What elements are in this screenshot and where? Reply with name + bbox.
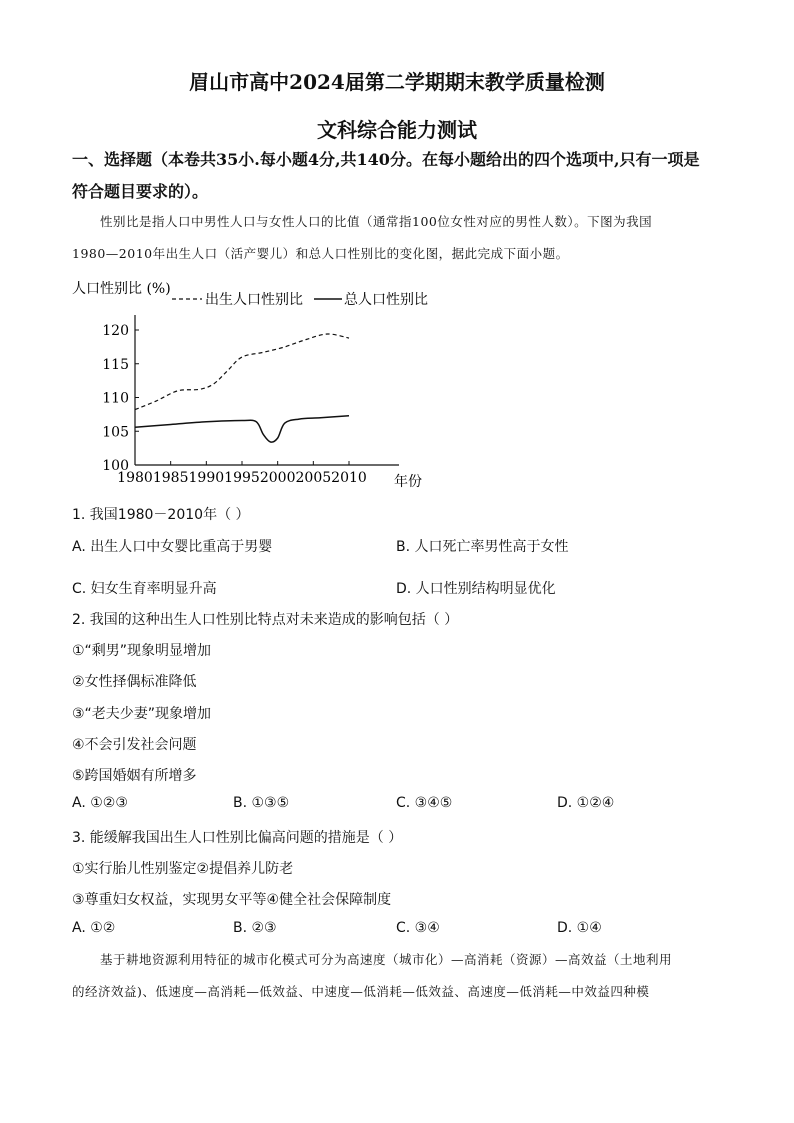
intro-paragraph xyxy=(72,206,722,270)
q1-option-d[interactable]: D. 人口性别结构明显优化 xyxy=(396,581,556,597)
x-tick-label: 2000 xyxy=(259,470,296,486)
exam-title: 眉山市高中2024届第二学期期末教学质量检测 xyxy=(189,70,605,94)
q2-option-b[interactable]: B. ①③⑤ xyxy=(233,795,290,811)
q3-option-d[interactable]: D. ①④ xyxy=(557,920,602,936)
intro-line: 基于耕地资源利用特征的城市化模式可分为高速度（城市化）—高消耗（资源）—高效益（土地利用 xyxy=(100,952,673,967)
legend-label-total: 总人口性别比 xyxy=(344,292,428,308)
x-tick-label: 1980 xyxy=(117,470,153,486)
q3-item: ①实行胎儿性别鉴定②提倡养儿防老 xyxy=(72,861,294,877)
q3-item: ③尊重妇女权益，实现男女平等④健全社会保障制度 xyxy=(72,892,392,908)
y-tick-label: 110 xyxy=(102,390,129,407)
q1-option-a[interactable]: A. 出生人口中女婴比重高于男婴 xyxy=(72,539,273,555)
q2-item: ③“老夫少妻”现象增加 xyxy=(72,706,212,722)
q2-item: ②女性择偶标准降低 xyxy=(72,674,197,690)
q1-option-b[interactable]: B. 人口死亡率男性高于女性 xyxy=(396,539,569,555)
q2-option-a[interactable]: A. ①②③ xyxy=(72,795,128,811)
sex-ratio-chart xyxy=(64,275,444,500)
q2-option-c[interactable]: C. ③④⑤ xyxy=(396,795,453,811)
exam-subtitle: 文科综合能力测试 xyxy=(317,118,477,142)
q3-stem: 3. 能缓解我国出生人口性别比偏高问题的措施是（ ） xyxy=(72,830,403,846)
section-heading-line: 符合题目要求的）。 xyxy=(72,182,209,201)
q3-option-b[interactable]: B. ②③ xyxy=(233,920,277,936)
q2-item: ④不会引发社会问题 xyxy=(72,737,197,753)
legend xyxy=(172,291,428,308)
intro-line: 1980—2010年出生人口（活产婴儿）和总人口性别比的变化图，据此完成下面小题。 xyxy=(72,246,569,261)
q1-stem: 1. 我国1980－2010年（ ） xyxy=(72,507,250,523)
intro-line: 性别比是指人口中男性人口与女性人口的比值（通常指100位女性对应的男性人数）。下图为我国 xyxy=(100,214,653,229)
y-tick-label: 100 xyxy=(102,458,129,474)
q2-option-d[interactable]: D. ①②④ xyxy=(557,795,615,811)
legend-label-birth: 出生人口性别比 xyxy=(205,292,303,308)
x-axis-label: 年份 xyxy=(394,474,422,490)
q3-option-c[interactable]: C. ③④ xyxy=(396,920,440,936)
birth-sex-ratio-line xyxy=(135,334,349,410)
x-tick-label: 2005 xyxy=(295,470,332,486)
q1-option-c[interactable]: C. 妇女生育率明显升高 xyxy=(72,581,217,597)
y-axis-label: 人口性别比 (%) xyxy=(72,281,171,297)
q2-stem: 2. 我国的这种出生人口性别比特点对未来造成的影响包括（ ） xyxy=(72,612,459,628)
intro-line: 的经济效益)、低速度—高消耗—低效益、中速度—低消耗—低效益、高速度—低消耗—中效益四种模 xyxy=(72,984,650,999)
q2-item: ⑤跨国婚姻有所增多 xyxy=(72,768,197,784)
intro-paragraph-2 xyxy=(72,944,722,1008)
q2-item: ①“剩男”现象明显增加 xyxy=(72,643,212,659)
x-tick-label: 2010 xyxy=(331,470,367,486)
chart-axes xyxy=(102,315,399,486)
x-tick-label: 1990 xyxy=(188,470,225,486)
chart-plot xyxy=(135,334,349,442)
section-heading xyxy=(72,146,732,206)
x-tick-label: 1985 xyxy=(152,470,189,486)
y-tick-label: 105 xyxy=(102,424,129,441)
y-tick-label: 115 xyxy=(102,356,129,373)
y-tick-label: 120 xyxy=(102,323,129,339)
q3-option-a[interactable]: A. ①② xyxy=(72,920,116,936)
total-sex-ratio-line xyxy=(135,416,349,442)
x-tick-label: 1995 xyxy=(224,470,260,486)
section-heading-line: 一、选择题（本卷共35小.每小题4分,共140分。在每小题给出的四个选项中,只有一项是 xyxy=(72,150,700,169)
